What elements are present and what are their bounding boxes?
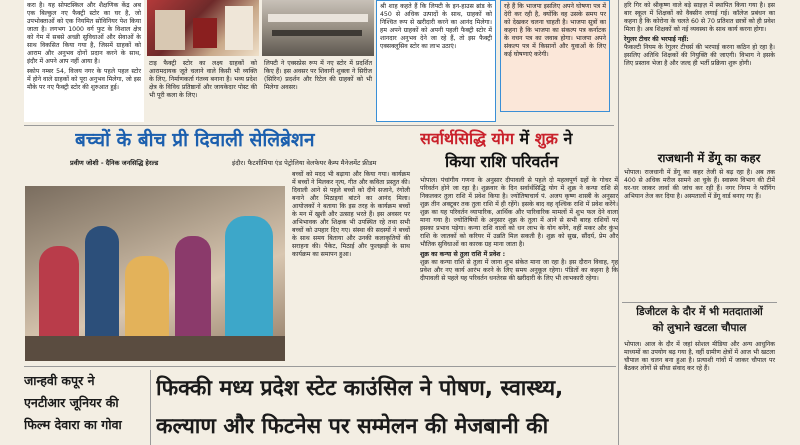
top-column-4 xyxy=(376,0,496,122)
kids-headline: बच्चों के बीच प्री दिवाली सेलिब्रेशन xyxy=(75,129,315,151)
astro-body-text-2: शुक्र का कन्या राशि से तुला में जाना शुभ संकेत माना जा रहा है। इस दौरान विवाह, गृह प्रवेश और नए कार्य आरंभ करने के लिए समय अनुकूल रहेगा। पंडितों का कहना है कि दीपावली से पहले यह परिवर्तन धनतेरस की खरीदारी के लिए भी लाभकारी रहेगा। xyxy=(420,259,618,282)
dengue-text: भोपाल। राजधानी में डेंगू का कहर तेजी से बढ़ रहा है। अब तक 400 से अधिक मरीज सामने आ चुके हैं। स्वास्थ्य विभाग की टीमें घर-घर जाकर लार्वा की जांच कर रही हैं। नगर निगम ने फॉगिंग अभियान तेज कर दिया है। अस्पतालों में डेंगू वार्ड बनाए गए हैं। xyxy=(624,169,775,200)
ficci-headline-line-2: कल्याण और फिटनेस पर सम्मेलन की मेजबानी की xyxy=(156,414,549,439)
right-subhead-text: फैकल्टी नियम के रेगुलर टीचर्स की भरपाई करना कठिन हो रहा है। इसलिए अतिथि शिक्षकों की नियुक्ति की जाएगी। विभाग ने इसके लिए प्रस्ताव भेजा है और जल्द ही भर्ती प्रक्रिया शुरू होगी। xyxy=(624,44,775,67)
kids-celebration-photo xyxy=(25,186,285,361)
top-col1-text-2: स्कोप नम्बर 54, विजय नगर के पहले पहल स्टोर में होने वाले ग्राहकों को पूरा अनुभव मिलेगा, जो इस मौके पर नए फैक्ट्री स्टोर की शुरुआत हुई। xyxy=(27,68,141,91)
store-interior-photo xyxy=(262,0,374,56)
kids-byline-right: इंदौर। फैटशीमिया एंड पेट्रोलिया वेलफेयर कैम्प मैनेजमेंट फ्रीडम xyxy=(232,159,377,167)
right-divider xyxy=(622,302,777,303)
voters-text: भोपाल। आज के दौर में जहां सोशल मीडिया और अन्य आधुनिक माध्यमों का उपयोग बढ़ गया है, वहीं ग्रामीण क्षेत्रों में आज भी खटला चौपाल का चलन बना हुआ है। प्रत्याशी गांवों में जाकर चौपाल पर बैठकर लोगों से सीधा संवाद कर रहे हैं। xyxy=(624,341,775,372)
janhvi-line-1: जान्हवी कपूर ने xyxy=(24,373,95,388)
astro-headline-part1: सर्वार्थसिद्धि योग xyxy=(420,129,514,148)
janhvi-headline-block xyxy=(24,370,146,445)
astro-headline-mid: में xyxy=(513,129,535,148)
right-column-top xyxy=(622,0,777,148)
kids-body xyxy=(290,170,412,362)
top-col3-text: लिफ्टी ने एक्सप्रेस रूप में नए स्टोर में प्रदर्शित किए हैं। इस अवसर पर शिवानी शुक्ला ने सिरीज (सिरिन) प्रदर्शन और रिटेल की ग्राहकों को भी मिलेगा अवसर। xyxy=(264,60,372,91)
janhvi-line-3: फिल्म देवारा का गोवा xyxy=(24,417,122,432)
kids-byline-left: प्रवीण जोशी - दैनिक जनसिद्धि हेरल्ड xyxy=(70,159,159,167)
right-column-divider xyxy=(618,0,619,445)
voters-headline-2: को लुभाने खटला चौपाल xyxy=(652,322,747,334)
top-col1-text: करा है। यह सोफ्टस्किल और शैक्षणिक केंद्र अब एक बिल्कुल नए फैक्ट्री स्टोर का घर है, जो उपभोक्ताओं को एक नियमित सोविनियर पेश किया जाता है। लगभग 1000 वर्ग फुट के विशाल क्षेत्र को गेम में सबसे अच्छी सुविधाओं और सेवाओं के साथ विकसित किया गया है, जिसमें ग्राहकों को आराम और अनुभव दोनों प्रदान करने के साथ, इंदौर में अपने आप नहीं आया है। xyxy=(27,2,141,65)
right-subhead: रेगुलर टीचर की भरपाई नहीं: xyxy=(624,36,689,43)
top-col4-text: श्री शाह कहते हैं कि लिफ्टी के इन-हाउस ब्रांड के 450 से अधिक उत्पादों के साथ, ग्राहकों को निश्चित रूप से खरीदारी करने का आनंद मिलेगा। हम अपने ग्राहकों को अपनी पहली फैक्ट्री स्टोर में शानदार अनुभव देने जा रहे हैं, तो इस फैक्ट्री एक्सक्लूसिव स्टोर का लाभ उठाएं। xyxy=(380,3,492,50)
dengue-headline: राजधानी में डेंगू का कहर xyxy=(657,151,761,165)
bottom-column-divider xyxy=(150,370,151,445)
astro-body-text: भोपाल। पंचांगीय गणना के अनुसार दीपावली से पहले दो महत्वपूर्ण ग्रहों के गोचर में परिवर्तन होने जा रहा है। शुक्रवार के दिन सर्वार्थसिद्धि योग में शुक्र ने कन्या राशि से निकलकर तुला राशि में प्रवेश किया है। ज्योतिषाचार्य पं. अजय कृष्ण शास्त्री के अनुसार शुक्र तीन अक्टूबर तक तुला राशि में ही रहेंगे। इसके बाद वह वृश्चिक राशि में प्रवेश करेंगे। शुक्र का यह परिवर्तन व्यापारिक, आर्थिक और पारिवारिक मामलों में शुभ फल देने वाला माना गया है। ज्योतिषियों के अनुसार शुक्र के तुला में आने से सभी बारह राशियों पर इसका प्रभाव पड़ेगा। कन्या राशि वालों को धन लाभ के योग बनेंगे, वहीं मकर और कुंभ राशि के जातकों को करियर में उन्नति मिल सकती है। शुक्र को सुख, सौंदर्य, प्रेम और भौतिक सुविधाओं का कारक ग्रह माना जाता है। xyxy=(420,177,618,248)
voters-body xyxy=(622,340,777,445)
top-col5-text: रहे हैं कि भाजपा इसलिए अपने घोषणा पत्र में देरी कर रही है, क्योंकि वह उसके समय पर को देखकर चलना चाहती है। भाजपा सूत्रों का कहना है कि भाजपा का संकल्प पत्र कर्नाटक के वचन पत्र का जवाब होगा। भाजपा अपने संकल्प पत्र में किसानों और युवाओं के लिए कई घोषणाएं करेगी। xyxy=(504,3,606,58)
top-column-1 xyxy=(24,0,144,122)
voters-headline-1: डिजीटल के दौर में भी मतदाताओं xyxy=(636,306,763,318)
astro-headline xyxy=(420,128,620,150)
top-column-3 xyxy=(262,58,374,120)
top-divider xyxy=(24,125,614,126)
astro-subhead: शुक्र का कन्या से तुला राशि में प्रवेश : xyxy=(420,251,506,258)
dengue-body xyxy=(622,168,777,300)
top-column-5 xyxy=(500,0,610,112)
top-col2-text: टाइ फैक्ट्री स्टोर का लक्ष्य ग्राहकों को आरामदायक जूते चलाने वाले किसी भी व्यक्ति के लिए, निर्माणकर्ता गंतव्य बनाना है। भव्य प्रदेश क्षेत्र के विविध प्रतिष्ठानों और जायकेदार पोस्ट की भी पूरी कला के लिए। xyxy=(149,60,257,99)
kids-body-text: बच्चों को मदद भी बढ़ाया और किया गया। कार्यक्रम में बच्चों ने मिलकर नृत्य, गीत और कविता प्रस्तुत की। दिवाली आने से पहले बच्चों को दीये सजाने, रंगोली बनाने और मिठाइयां बांटने का आनंद मिला। आयोजकों ने बताया कि इस तरह के कार्यक्रम बच्चों के मन में खुशी और उत्साह भरते हैं। इस अवसर पर अभिभावक और शिक्षक भी उपस्थित रहे तथा सभी बच्चों को उपहार दिए गए। संस्था की सदस्यों ने बच्चों के साथ समय बिताया और उनकी कलाकृतियों की सराहना की। पैकेट, मिठाई और फुलझड़ी के साथ कार्यक्रम का समापन हुआ। xyxy=(292,171,410,258)
store-photo xyxy=(147,0,259,56)
astro-headline-part3: ने xyxy=(557,129,573,148)
top-column-2 xyxy=(147,58,259,120)
astro-body xyxy=(418,176,620,362)
janhvi-line-2: एनटीआर जूनियर की xyxy=(24,395,119,410)
right-top-text: हरि गिर को श्रीकृष्ण वाले बड़े साइज़ में स्थापित किया गया है। इस बार स्कूल में शिक्षकों को वैक्सीन लगाई गई। कॉलेज प्रबंधन का कहना है कि कोरोना के चलते 60 से 70 प्रतिशत छात्रों को ही प्रवेश मिला है। अब शिक्षकों को नई व्यवस्था के साथ कार्य करना होगा। xyxy=(624,2,775,33)
astro-headline-line2: किया राशि परिवर्तन xyxy=(445,152,559,171)
astro-headline-part2: शुक्र xyxy=(534,129,558,148)
bottom-divider xyxy=(24,366,616,367)
ficci-headline-line-1: फिक्की मध्य प्रदेश स्टेट काउंसिल ने पोषण, स्वास्थ्य, xyxy=(156,376,564,401)
